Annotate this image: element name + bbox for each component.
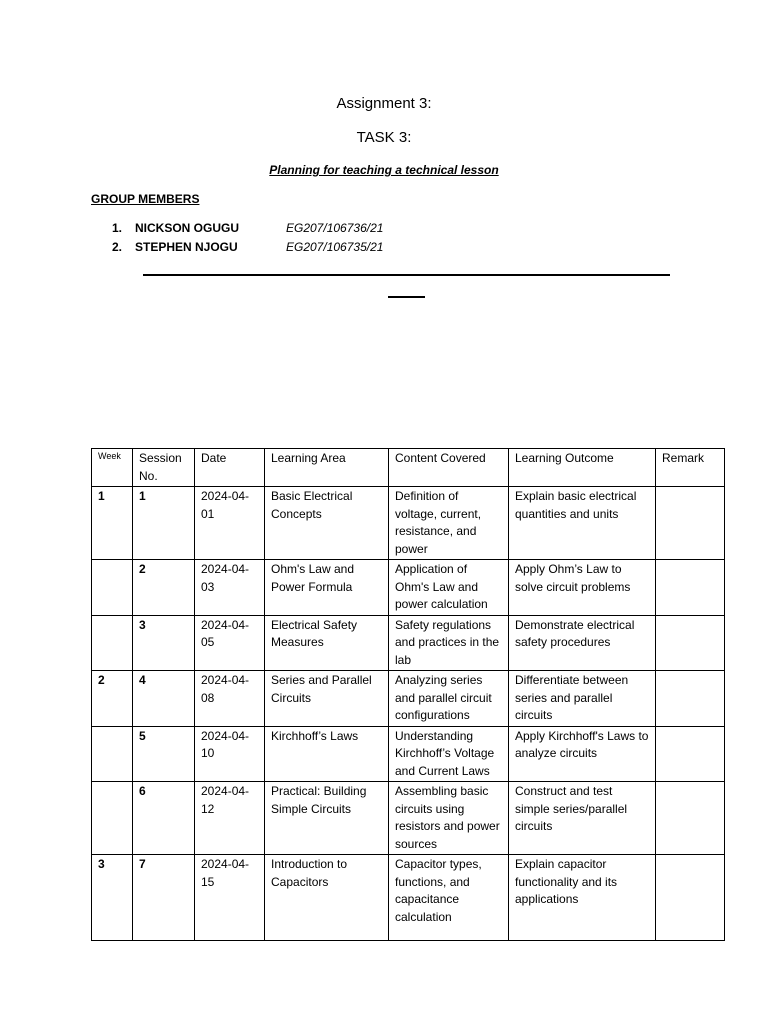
column-header-outcome: Learning Outcome	[509, 449, 656, 487]
content-cell: Definition of voltage, current, resistance, and power	[389, 487, 509, 560]
table-row	[92, 726, 725, 782]
task-title: TASK 3:	[356, 129, 412, 146]
week-cell	[92, 782, 133, 855]
member-reg-number: EG207/106736/21	[286, 221, 384, 235]
member-number: 1.	[112, 221, 123, 235]
table-row	[92, 560, 725, 616]
column-header-session: Session No.	[133, 449, 195, 487]
column-header-remark: Remark	[656, 449, 725, 487]
week-cell: 2	[92, 671, 133, 727]
member-name: NICKSON OGUGU	[135, 221, 240, 235]
session-cell: 2	[133, 560, 195, 616]
session-cell: 4	[133, 671, 195, 727]
date-cell: 2024-04-01	[195, 487, 265, 560]
table-row	[92, 671, 725, 727]
member-reg-number: EG207/106735/21	[286, 240, 384, 254]
remark-cell	[656, 671, 725, 727]
column-header-content: Content Covered	[389, 449, 509, 487]
remark-cell	[656, 726, 725, 782]
content-cell: Safety regulations and practices in the lab	[389, 615, 509, 671]
member-item	[112, 221, 432, 240]
learning-area-cell: Ohm's Law and Power Formula	[265, 560, 389, 616]
remark-cell	[656, 487, 725, 560]
table-row	[92, 855, 725, 941]
lesson-subtitle: Planning for teaching a technical lesson	[269, 163, 499, 177]
week-cell	[92, 726, 133, 782]
learning-area-cell: Series and Parallel Circuits	[265, 671, 389, 727]
learning-area-cell: Kirchhoff’s Laws	[265, 726, 389, 782]
outcome-cell: Differentiate between series and parallel circuits	[509, 671, 656, 727]
remark-cell	[656, 855, 725, 941]
week-cell: 3	[92, 855, 133, 941]
content-cell: Assembling basic circuits using resistors and power sources	[389, 782, 509, 855]
date-cell: 2024-04-08	[195, 671, 265, 727]
week-cell	[92, 560, 133, 616]
date-cell: 2024-04-10	[195, 726, 265, 782]
content-cell: Understanding Kirchhoff’s Voltage and Current Laws	[389, 726, 509, 782]
outcome-cell: Explain basic electrical quantities and units	[509, 487, 656, 560]
session-cell: 3	[133, 615, 195, 671]
outcome-cell: Apply Kirchhoff's Laws to analyze circuits	[509, 726, 656, 782]
column-header-learning-area: Learning Area	[265, 449, 389, 487]
outcome-cell: Apply Ohm’s Law to solve circuit problems	[509, 560, 656, 616]
lesson-plan-table	[91, 448, 725, 941]
date-cell: 2024-04-12	[195, 782, 265, 855]
learning-area-cell: Basic Electrical Concepts	[265, 487, 389, 560]
date-cell: 2024-04-15	[195, 855, 265, 941]
date-cell: 2024-04-05	[195, 615, 265, 671]
assignment-title: Assignment 3:	[336, 95, 432, 112]
column-header-date: Date	[195, 449, 265, 487]
short-divider	[388, 296, 425, 298]
outcome-cell: Construct and test simple series/parallel circuits	[509, 782, 656, 855]
session-cell: 5	[133, 726, 195, 782]
table-row	[92, 615, 725, 671]
member-item	[112, 240, 432, 259]
outcome-cell: Demonstrate electrical safety procedures	[509, 615, 656, 671]
remark-cell	[656, 615, 725, 671]
content-cell: Analyzing series and parallel circuit configurations	[389, 671, 509, 727]
member-number: 2.	[112, 240, 123, 254]
session-cell: 6	[133, 782, 195, 855]
remark-cell	[656, 782, 725, 855]
week-cell: 1	[92, 487, 133, 560]
group-members-heading: GROUP MEMBERS	[91, 192, 200, 206]
learning-area-cell: Introduction to Capacitors	[265, 855, 389, 941]
learning-area-cell: Practical: Building Simple Circuits	[265, 782, 389, 855]
date-cell: 2024-04-03	[195, 560, 265, 616]
remark-cell	[656, 560, 725, 616]
table-row	[92, 782, 725, 855]
member-name: STEPHEN NJOGU	[135, 240, 238, 254]
horizontal-divider	[143, 274, 670, 276]
table-row	[92, 487, 725, 560]
content-cell: Application of Ohm's Law and power calculation	[389, 560, 509, 616]
session-cell: 7	[133, 855, 195, 941]
table-header-row	[92, 449, 725, 487]
learning-area-cell: Electrical Safety Measures	[265, 615, 389, 671]
content-cell: Capacitor types, functions, and capacitance calculation	[389, 855, 509, 941]
outcome-cell: Explain capacitor functionality and its applications	[509, 855, 656, 941]
session-cell: 1	[133, 487, 195, 560]
week-cell	[92, 615, 133, 671]
group-members-list	[112, 221, 432, 259]
column-header-week: Week	[92, 449, 133, 487]
